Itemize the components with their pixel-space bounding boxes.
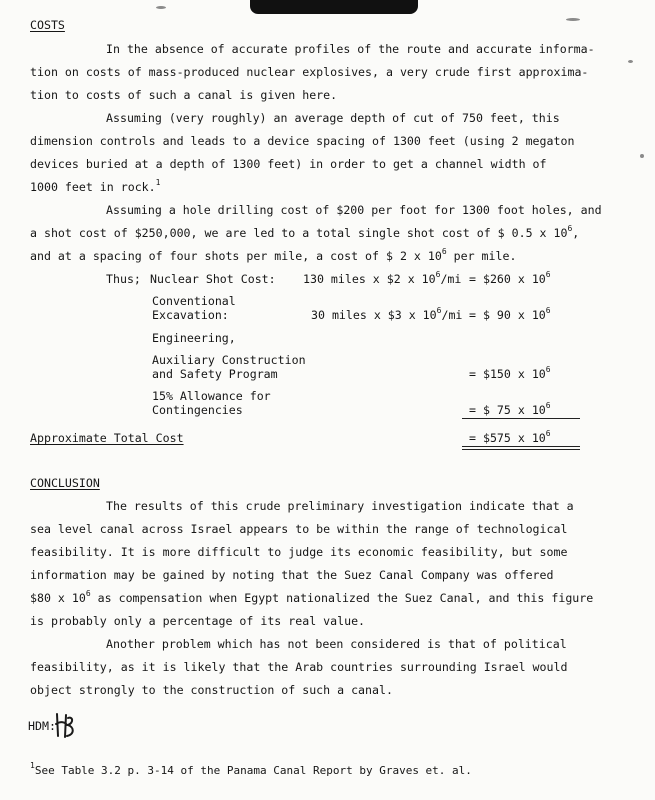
conclusion-p2-line3: object strongly to the construction of such a canal. <box>30 683 393 697</box>
total-rule-2 <box>462 449 580 450</box>
conclusion-p1-line2: sea level canal across Israel appears to be within the range of technological <box>30 522 568 536</box>
conclusion-heading: CONCLUSION <box>30 476 100 490</box>
footnote: $^1$See Table 3.2 p. 3-14 of the Panama Canal Report by Graves et. al. <box>30 761 472 777</box>
costs-p3-line2: a shot cost of $250,000, we are led to a total single shot cost of $ 0.5 x $10^6$, <box>30 224 580 240</box>
handwritten-initials <box>54 710 76 740</box>
row-nuclear-calc: 130 miles x $2 x $10^6/mi$ <box>303 270 462 286</box>
costs-p2-line3: devices buried at a depth of 1300 feet) in order to get a channel width of <box>30 157 547 171</box>
row-conventional-value: = $ 90 x $10^6$ <box>469 306 551 322</box>
row-engineering-label-1: Engineering, <box>152 331 236 345</box>
row-nuclear-value: = $260 x $10^6$ <box>469 270 551 286</box>
table-thus: Thus; <box>106 272 141 286</box>
row-engineering-value: = $150 x $10^6$ <box>469 365 551 381</box>
costs-p2-line2: dimension controls and leads to a device spacing of 1300 feet (using 2 megaton <box>30 134 575 148</box>
conclusion-p1-line4: information may be gained by noting that the Suez Canal Company was offered <box>30 568 554 582</box>
scan-artifact-bar <box>250 0 418 14</box>
total-label: Approximate Total Cost <box>30 431 184 445</box>
conclusion-p1-line3: feasibility. It is more difficult to judge its economic feasibility, but some <box>30 545 568 559</box>
costs-p1-line1: In the absence of accurate profiles of the route and accurate informa- <box>106 42 595 56</box>
row-conventional-calc: 30 miles x $3 x $10^6/mi$ <box>311 306 463 322</box>
costs-p1-line3: tion to costs of such a canal is given here. <box>30 88 338 102</box>
footnote-ref: 1 <box>155 178 161 187</box>
scan-speck <box>628 60 633 63</box>
row-allowance-label-2: Contingencies <box>152 403 243 417</box>
costs-p2-line4: 1000 feet in rock.$^1$ <box>30 178 161 194</box>
row-conventional-label-2: Excavation: <box>152 308 229 322</box>
costs-p1-line2: tion on costs of mass-produced nuclear explosives, a very crude first approxima- <box>30 65 589 79</box>
costs-p3-line3: and at a spacing of four shots per mile, a cost of $ 2 x $10^6$ per mile. <box>30 247 517 263</box>
total-value: = $575 x $10^6$ <box>469 429 551 445</box>
row-allowance-label-1: 15% Allowance for <box>152 389 271 403</box>
scan-speck <box>156 6 166 9</box>
conclusion-p1-line1: The results of this crude preliminary investigation indicate that a <box>106 499 574 513</box>
row-conventional-label-1: Conventional <box>152 294 236 308</box>
scan-speck <box>566 18 580 21</box>
costs-p3-line1: Assuming a hole drilling cost of $200 per foot for 1300 foot holes, and <box>106 203 602 217</box>
subtotal-rule <box>462 418 580 419</box>
row-engineering-label-3: and Safety Program <box>152 367 278 381</box>
conclusion-p1-line6: is probably only a percentage of its real value. <box>30 614 366 628</box>
row-allowance-value: = $ 75 x $10^6$ <box>469 401 551 417</box>
scan-speck <box>640 154 644 158</box>
row-engineering-label-2: Auxiliary Construction <box>152 353 306 367</box>
conclusion-p1-line5: $80 x $10^6$ as compensation when Egypt nationalized the Suez Canal, and this figure <box>30 589 594 605</box>
costs-p2-line1: Assuming (very roughly) an average depth of cut of 750 feet, this <box>106 111 560 125</box>
row-nuclear-label: Nuclear Shot Cost: <box>150 272 276 286</box>
conclusion-p2-line2: feasibility, as it is likely that the Arab countries surrounding Israel would <box>30 660 568 674</box>
costs-heading: COSTS <box>30 18 65 32</box>
total-rule-1 <box>462 446 580 447</box>
conclusion-p2-line1: Another problem which has not been considered is that of political <box>106 637 567 651</box>
signature-initials: HDM: <box>28 719 56 733</box>
